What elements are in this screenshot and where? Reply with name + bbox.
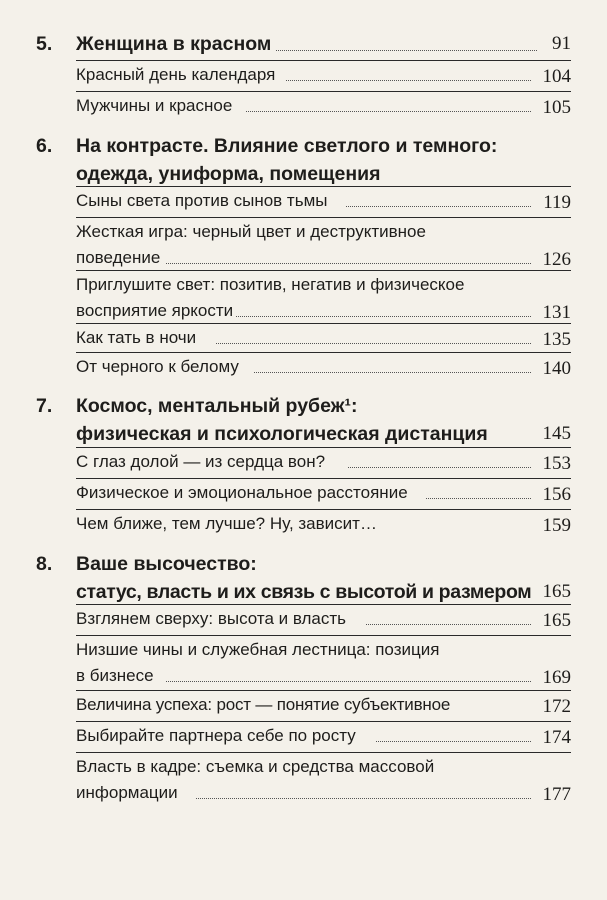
entry-title-line: поведение <box>76 248 161 267</box>
toc-entry <box>76 692 571 720</box>
entry-divider <box>76 186 571 187</box>
entry-title: От черного к белому <box>76 357 239 376</box>
entry-page-number: 131 <box>542 302 571 323</box>
chapter-page-number: 91 <box>552 33 571 54</box>
entry-page-number: 126 <box>542 249 571 270</box>
chapter-heading <box>36 132 571 188</box>
entry-divider <box>76 323 571 324</box>
entry-page-number: 156 <box>542 484 571 505</box>
entry-title: Физическое и эмоциональное расстояние <box>76 483 408 502</box>
entry-divider <box>76 60 571 61</box>
entry-title: Взглянем сверху: высота и власть <box>76 609 347 628</box>
entry-title: Красный день календаря <box>76 65 276 84</box>
chapter-title <box>76 550 571 606</box>
chapter-page-number: 145 <box>542 423 571 444</box>
chapter-page-number: 165 <box>542 581 571 602</box>
entry-title-line: информации <box>76 783 178 802</box>
toc-entry <box>76 325 571 353</box>
entry-title-line: Приглушите свет: позитив, негатив и физическое <box>76 275 465 294</box>
entry-title: С глаз долой — из сердца вон? <box>76 452 326 471</box>
chapter-number: 7. <box>36 395 53 417</box>
chapter-title-line: одежда, униформа, помещения <box>76 163 381 185</box>
chapter-title-line: статус, власть и их связь с высотой и размером <box>76 581 532 603</box>
toc-entry <box>76 93 571 121</box>
entry-page-number: 169 <box>542 667 571 688</box>
entry-divider <box>76 270 571 271</box>
leader-dots <box>276 50 537 51</box>
chapter-title <box>76 392 571 448</box>
entry-divider <box>76 752 571 753</box>
entry-divider <box>76 635 571 636</box>
leader-dots <box>236 316 531 317</box>
entry-title: Мужчины и красное <box>76 96 233 115</box>
entry-title-line: Низшие чины и служебная лестница: позиция <box>76 640 440 659</box>
chapter-title <box>76 132 571 188</box>
entry-divider <box>76 447 571 448</box>
chapter-number: 8. <box>36 553 53 575</box>
chapter-title-line: Космос, ментальный рубеж¹: <box>76 395 358 417</box>
toc-entry <box>76 219 571 273</box>
entry-title: Выбирайте партнера себе по росту <box>76 726 356 745</box>
leader-dots <box>166 681 531 682</box>
chapter-title <box>76 30 571 58</box>
leader-dots <box>348 467 531 468</box>
toc-entry <box>76 354 571 382</box>
toc-entry <box>76 511 571 539</box>
entry-page-number: 105 <box>542 97 571 118</box>
chapter-title-line: физическая и психологическая дистанция <box>76 423 488 445</box>
entry-divider <box>76 91 571 92</box>
chapter-heading <box>36 392 571 448</box>
toc-entry <box>76 272 571 326</box>
entry-divider <box>76 478 571 479</box>
entry-page-number: 119 <box>543 192 571 213</box>
entry-page-number: 104 <box>542 66 571 87</box>
entry-page-number: 165 <box>542 610 571 631</box>
chapter-heading <box>36 550 571 606</box>
toc-entry <box>76 62 571 90</box>
toc-entry <box>76 637 571 691</box>
entry-divider <box>76 217 571 218</box>
entry-page-number: 177 <box>542 784 571 805</box>
entry-divider <box>76 604 571 605</box>
entry-title: Как тать в ночи <box>76 328 197 347</box>
entry-page-number: 172 <box>542 696 571 717</box>
entry-title-line: Власть в кадре: съемка и средства массовой <box>76 757 435 776</box>
leader-dots <box>286 80 531 81</box>
leader-dots <box>346 206 531 207</box>
leader-dots <box>196 798 531 799</box>
toc-entry <box>76 449 571 477</box>
leader-dots <box>426 498 531 499</box>
toc-entry <box>76 723 571 751</box>
chapter-title-line: Женщина в красном <box>76 33 272 55</box>
entry-page-number: 159 <box>542 515 571 536</box>
chapter-number: 5. <box>36 33 53 55</box>
entry-page-number: 135 <box>542 329 571 350</box>
entry-divider <box>76 352 571 353</box>
chapter-number: 6. <box>36 135 53 157</box>
entry-page-number: 153 <box>542 453 571 474</box>
entry-title: Сыны света против сынов тьмы <box>76 191 328 210</box>
toc-entry <box>76 480 571 508</box>
entry-page-number: 140 <box>542 358 571 379</box>
leader-dots <box>366 624 531 625</box>
entry-title: Величина успеха: рост — понятие субъективное <box>76 695 451 714</box>
chapter-title-line: Ваше высочество: <box>76 553 257 575</box>
toc-entry <box>76 606 571 634</box>
entry-title-line: Жесткая игра: черный цвет и деструктивное <box>76 222 426 241</box>
leader-dots <box>246 111 531 112</box>
toc-entry <box>76 754 571 808</box>
entry-title-line: восприятие яркости <box>76 301 234 320</box>
toc-entry <box>76 188 571 216</box>
entry-title-line: в бизнесе <box>76 666 154 685</box>
leader-dots <box>216 343 531 344</box>
leader-dots <box>254 372 531 373</box>
leader-dots <box>376 741 531 742</box>
entry-title: Чем ближе, тем лучше? Ну, зависит… <box>76 514 377 533</box>
entry-divider <box>76 721 571 722</box>
chapter-title-line: На контрасте. Влияние светлого и темного: <box>76 135 498 157</box>
entry-divider <box>76 509 571 510</box>
entry-page-number: 174 <box>542 727 571 748</box>
entry-divider <box>76 690 571 691</box>
leader-dots <box>166 263 531 264</box>
chapter-heading <box>36 30 571 58</box>
